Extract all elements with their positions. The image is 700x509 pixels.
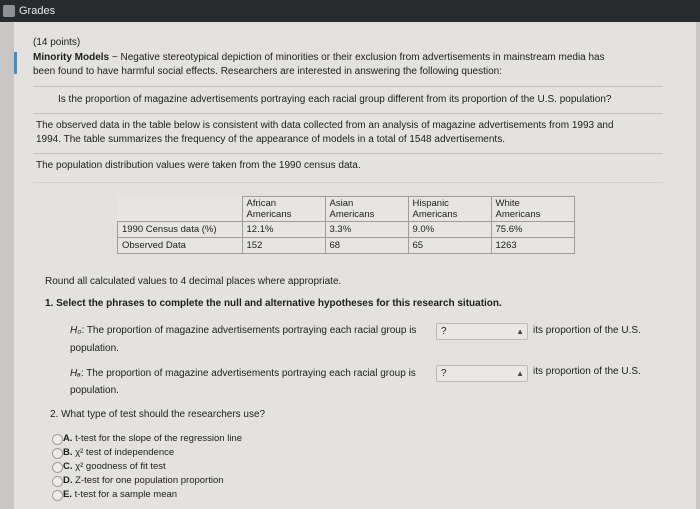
- round-note: Round all calculated values to 4 decimal places where appropriate.: [45, 276, 342, 287]
- table-cell: 9.0%: [408, 222, 491, 238]
- ha-select[interactable]: [436, 365, 528, 382]
- ha-tail: its proportion of the U.S.: [533, 366, 641, 377]
- question-heading: Minority Models: [33, 52, 110, 63]
- h0-select[interactable]: [436, 323, 528, 340]
- chevron-updown-icon: ▲︎: [516, 369, 524, 378]
- ha-select-value: ?: [441, 368, 447, 379]
- intro-text: ~ Negative stereotypical depiction of minorities or their exclusion from advertisements in mainstream media has: [109, 52, 605, 63]
- table-cell: 68: [325, 238, 408, 254]
- census-table: [117, 196, 575, 254]
- observed-line-2: 1994. The table summarizes the frequency of the appearance of models in a total of 1548 advertisements.: [36, 134, 505, 145]
- option-d-radio[interactable]: [52, 476, 63, 487]
- h0-text: : The proportion of magazine advertisements portraying each racial group is: [81, 325, 417, 336]
- table-row: [118, 238, 575, 254]
- app-icon: [3, 5, 15, 17]
- table-row: [118, 222, 575, 238]
- h0-select-value: ?: [441, 326, 447, 337]
- divider: [33, 182, 663, 183]
- divider: [33, 86, 663, 87]
- question-page: [14, 22, 696, 509]
- window-title-bar: [0, 0, 700, 22]
- table-cell: 65: [408, 238, 491, 254]
- option-e-radio[interactable]: [52, 490, 63, 501]
- table-header-cell: Asian Americans: [325, 197, 408, 222]
- h0-tail2: population.: [70, 343, 119, 354]
- option-b-radio[interactable]: [52, 448, 63, 459]
- ha-label: Hₐ: [70, 368, 81, 379]
- table-cell: 12.1%: [242, 222, 325, 238]
- part1-prompt: 1. Select the phrases to complete the null and alternative hypotheses for this research situation.: [45, 298, 502, 309]
- table-header-cell: White Americans: [491, 197, 574, 222]
- table-header-cell: African Americans: [242, 197, 325, 222]
- option-e[interactable]: E. t-test for a sample mean: [63, 489, 178, 500]
- option-a[interactable]: A. t-test for the slope of the regression line: [63, 433, 243, 444]
- table-cell: 152: [242, 238, 325, 254]
- intro-line-2: been found to have harmful social effects. Researchers are interested in answering the following question:: [33, 66, 502, 77]
- table-cell: 75.6%: [491, 222, 574, 238]
- option-c[interactable]: C. χ² goodness of fit test: [63, 461, 166, 472]
- census-note: The population distribution values were taken from the 1990 census data.: [36, 160, 361, 171]
- table-cell: 1263: [491, 238, 574, 254]
- table-header-row: [118, 197, 575, 222]
- table-header-cell: Hispanic Americans: [408, 197, 491, 222]
- observed-line-1: The observed data in the table below is consistent with data collected from an analysis of magazine advertisements from 1993 and: [36, 120, 614, 131]
- table-cell: 3.3%: [325, 222, 408, 238]
- intro-line-1: [33, 51, 605, 65]
- table-cell: Observed Data: [118, 238, 243, 254]
- option-a-radio[interactable]: [52, 434, 63, 445]
- ha-tail2: population.: [70, 385, 119, 396]
- option-b[interactable]: B. χ² test of independence: [63, 447, 175, 458]
- ha-line: [70, 367, 416, 381]
- research-question: Is the proportion of magazine advertisements portraying each racial group different from its proportion of the U.S. population?: [58, 94, 612, 105]
- part2-prompt: 2. What type of test should the researchers use?: [50, 409, 266, 420]
- option-d[interactable]: D. Z-test for one population proportion: [63, 475, 224, 486]
- option-c-radio[interactable]: [52, 462, 63, 473]
- question-marker: [14, 52, 17, 74]
- points-label: (14 points): [33, 37, 81, 48]
- h0-line: [70, 324, 416, 338]
- table-cell: 1990 Census data (%): [118, 222, 243, 238]
- h0-label: H₀: [70, 325, 82, 336]
- table-corner: [118, 197, 243, 222]
- ha-text: : The proportion of magazine advertisements portraying each racial group is: [80, 368, 416, 379]
- divider: [33, 113, 663, 114]
- divider: [33, 153, 663, 154]
- window-title: Grades: [19, 5, 56, 17]
- h0-tail: its proportion of the U.S.: [533, 325, 641, 336]
- chevron-updown-icon: ▲︎: [516, 327, 524, 336]
